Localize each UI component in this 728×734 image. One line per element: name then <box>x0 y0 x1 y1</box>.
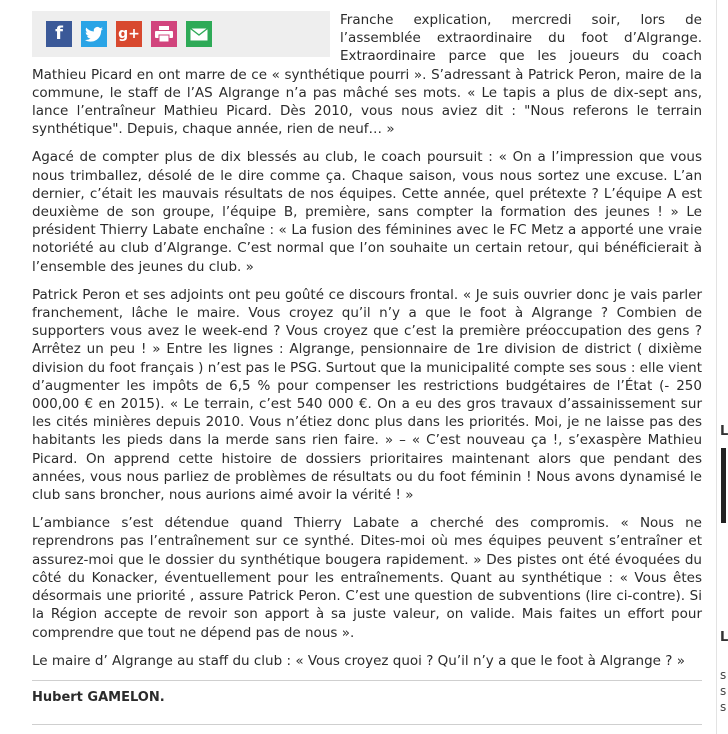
facebook-icon: f <box>55 22 63 44</box>
sidebar-text-fragment: s <box>720 684 727 698</box>
sidebar-text-fragment: s <box>720 668 727 682</box>
sidebar-thumbnail[interactable] <box>721 448 726 523</box>
sidebar-edge <box>716 0 727 734</box>
sidebar-heading-fragment[interactable]: L <box>720 630 728 645</box>
article-paragraph: Patrick Peron et ses adjoints ont peu goûté ce discours frontal. « Je suis ouvrier donc je vais parler franchement, lâche le maire. Vous croyez qu’il n’y a que le foot à Algrange ? Combien de supporters vous avez le week-end ? Vous croyez que c’est la première préoccupation des gens ? Arrêtez un peu ! » Entre les lignes : Algrange, pensionnaire de 1re division de district ( dixième division du foot français ) n’est pas le PSG. Surtout que la municipalité compte ses sous : elle vient d’augmenter les impôts de 6,5 % pour compenser les restrictions budgétaires de l’État (- 250 000,00 € en 2015). « Le terrain, c’est 540 000 €. On a eu des gros travaux d’assainissement sur les cités minières depuis 2010. Vous n’étiez donc plus dans les priorités. Moi, je ne laisse pas des habitants les pieds dans la merde sans rien faire. » – « C’est nouveau ça !, s’exaspère Mathieu Picard. On apprend cette histoire de dossiers prioritaires maintenant alors que pendant des années, vous nous parliez de problèmes de résultats ou du foot féminin ! Nous avons dynamisé le club sans broncher, nous aurions aimé avoir la vérité ! » <box>32 286 702 504</box>
article-author: Hubert GAMELON. <box>32 689 165 705</box>
email-share-button[interactable] <box>186 21 212 47</box>
share-bar <box>32 11 330 57</box>
sidebar-text-fragment: s <box>720 700 727 714</box>
article-paragraph: Franche explication, mercredi soir, lors de l’assemblée extraordinaire du foot d’Algrange. Extraordinaire parce que les joueurs du coach Mathieu Picard en ont marre de ce « synthétique pourri ». S’adressant à Patrick Peron, maire de la commune, le staff de l’AS Algrange n’a pas mâché ses mots. « Le tapis a plus de dix-sept ans, lance l’entraîneur Mathieu Picard. Dès 2010, vous nous aviez dit : "Nous referons le terrain synthétique". Depuis, chaque année, rien de neuf… » <box>32 12 702 138</box>
article-paragraph: Le maire d’ Algrange au staff du club : « Vous croyez quoi ? Qu’il n’y a que le foot à Algrange ? » <box>32 652 685 669</box>
twitter-share-button[interactable] <box>81 21 107 47</box>
googleplus-icon: g+ <box>118 25 140 42</box>
googleplus-share-button[interactable] <box>116 21 142 47</box>
divider <box>32 680 702 681</box>
article-paragraph: L’ambiance s’est détendue quand Thierry Labate a cherché des compromis. « Nous ne reprendrons pas l’entraînement sur ce synthé. Dites-moi où mes équipes peuvent s’entraîner et assurez-moi que le dossier du synthétique bougera rapidement. » Des pistes ont été évoquées du côté du Konacker, éventuellement pour les entraînements. Quant au synthétique : « Vous êtes désormais une priorité , assure Patrick Peron. C’est une question de subventions (lire ci-contre). Si la Région accepte de revoir son apport à sa juste valeur, on valide. Mais faites un effort pour comprendre que tout ne dépend pas de nous ». <box>32 515 702 641</box>
sidebar-heading-fragment[interactable]: L <box>720 424 728 439</box>
article <box>32 11 702 707</box>
twitter-icon <box>85 27 103 42</box>
envelope-icon <box>190 28 208 41</box>
print-button[interactable] <box>151 21 177 47</box>
article-paragraph: Agacé de compter plus de dix blessés au club, le coach poursuit : « On a l’impression que vous nous trimballez, désolé de le dire comme ça. Chaque saison, vous nous sortez une excuse. L’an dernier, c’était les mauvais résultats de nos équipes. Cette année, quel prétexte ? L’équipe A est deuxième de son groupe, l’équipe B, première, sans compter la formation des jeunes ! » Le président Thierry Labate enchaîne : « La fusion des féminines avec le FC Metz a apporté une vraie notoriété au club d’Algrange. C’est normal que l’on souhaite un certain retour, qui bénéficierait à l’ensemble des jeunes du club. » <box>32 149 702 275</box>
facebook-share-button[interactable] <box>46 21 72 47</box>
divider <box>32 724 702 725</box>
printer-icon <box>155 26 173 42</box>
